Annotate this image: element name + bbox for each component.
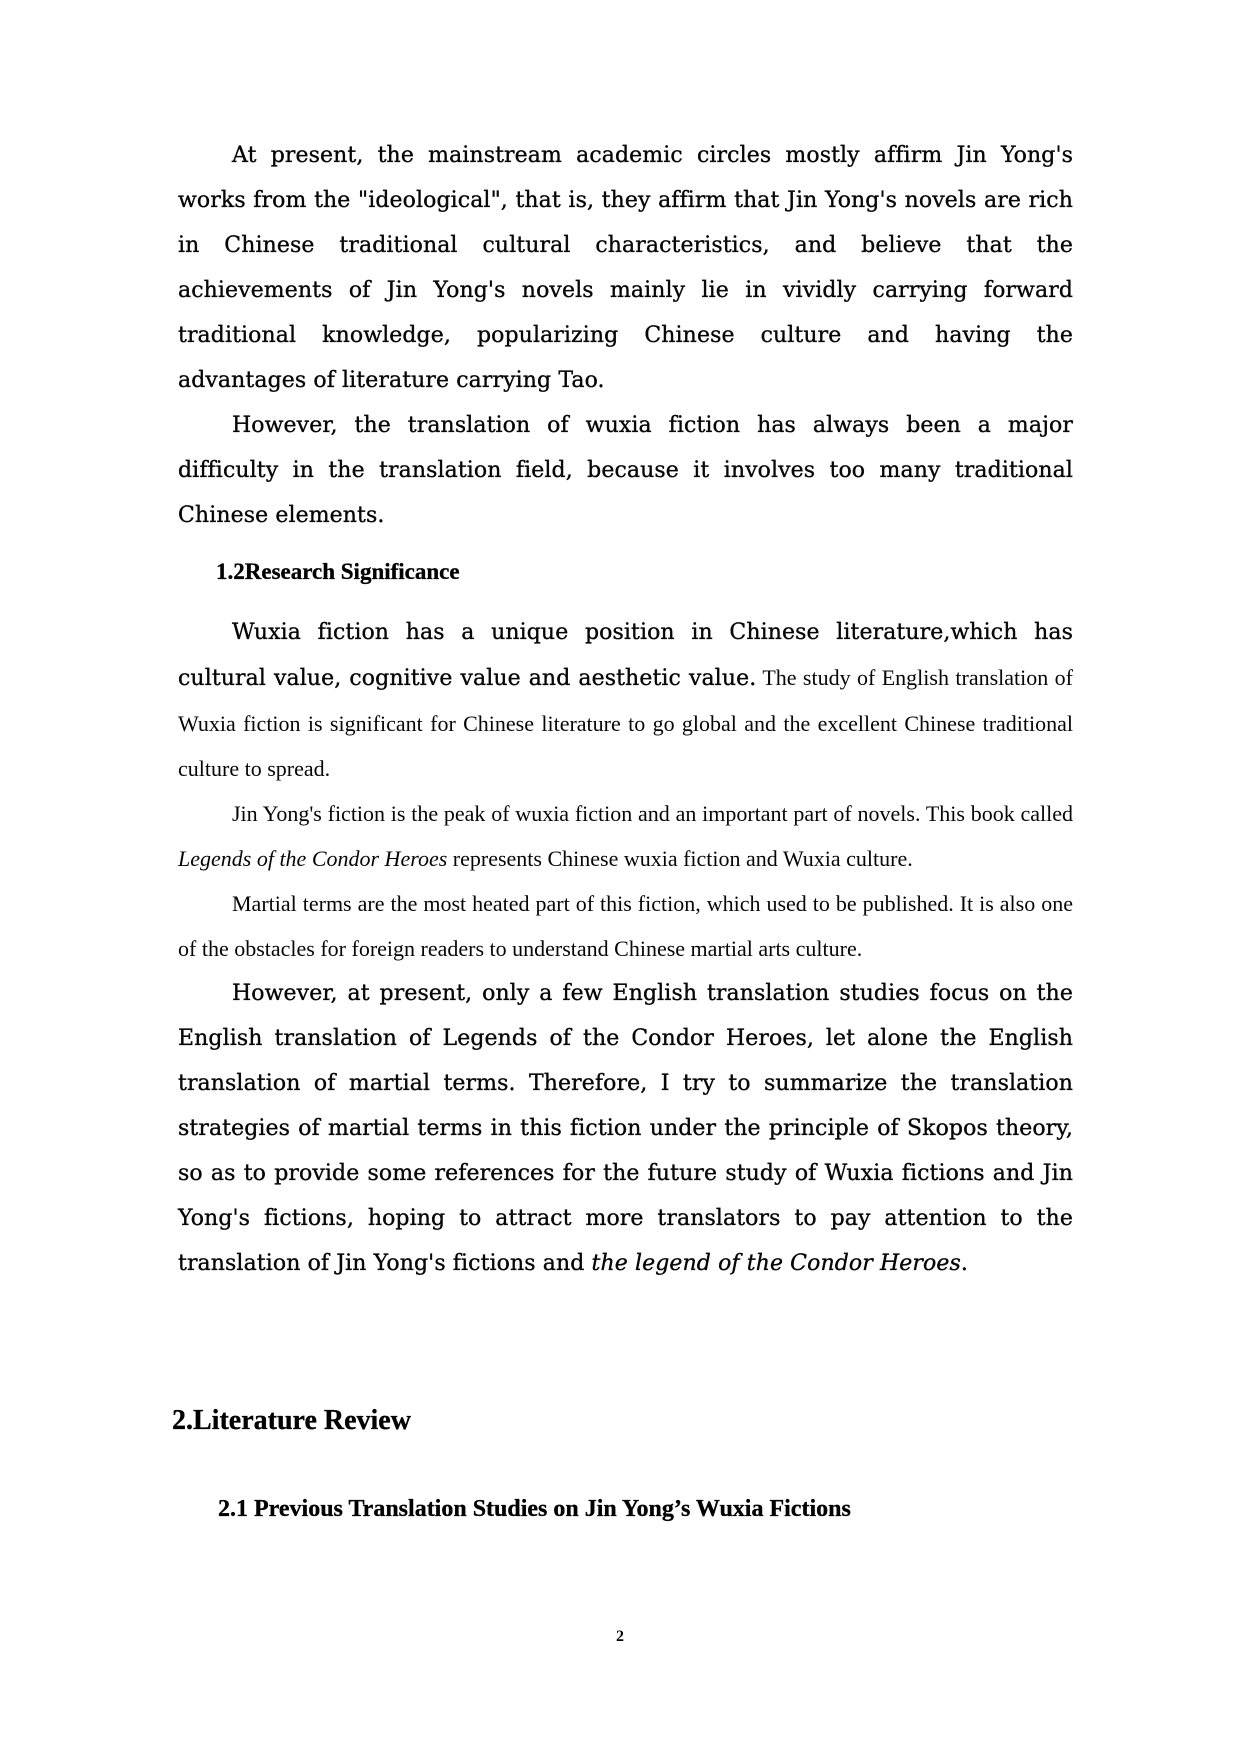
- book-title-legend-condor-heroes-italic: the legend of the Condor Heroes: [591, 1251, 961, 1276]
- paragraph-translation-difficulty: However, the translation of wuxia fiction has always been a major difficulty in the translation field, because it involves too many traditional Chinese elements.: [178, 413, 1073, 528]
- run-final-period: .: [960, 1251, 968, 1276]
- page-number: 2: [616, 1628, 624, 1645]
- run-after-book-title: represents Chinese wuxia fiction and Wuxia culture.: [447, 846, 913, 871]
- heading-previous-translation-studies: 2.1 Previous Translation Studies on Jin Yong’s Wuxia Fictions: [218, 1496, 851, 1522]
- heading-research-significance: 1.2Research Significance: [216, 559, 460, 584]
- run-research-gap-main: However, at present, only a few English translation studies focus on the English translation of Legends of the Condor Heroes, let alone the English translation of martial terms. Therefore, I try to summarize the translation strategies of martial terms in this fiction under the principle of Skopos theory, so as to provide some references for the future study of Wuxia fictions and Jin Yong's fictions, hoping to attract more translators to pay attention to the translation of Jin Yong's fictions and: [178, 981, 1073, 1276]
- paragraph-wuxia-position: [178, 609, 1073, 791]
- paragraph-jinyong-peak: [178, 791, 1073, 881]
- run-wuxia-values: Wuxia fiction has a unique position in Chinese literature,which has cultural value, cognitive value and aesthetic value.: [178, 620, 1073, 691]
- page-content: [172, 133, 1073, 1524]
- book-title-legends-condor-heroes: Legends of the Condor Heroes: [178, 846, 448, 871]
- paragraph-research-gap: [178, 971, 1073, 1286]
- paragraph-martial-terms: Martial terms are the most heated part of this fiction, which used to be published. It is also one of the obstacles for foreign readers to understand Chinese martial arts culture.: [178, 891, 1073, 961]
- run-study-significance: The study of English translation of Wuxia fiction is significant for Chinese literature to go global and the excellent Chinese traditional culture to spread.: [178, 665, 1073, 781]
- paragraph-academic-affirmation: At present, the mainstream academic circles mostly affirm Jin Yong's works from the "ideological", that is, they affirm that Jin Yong's novels are rich in Chinese traditional cultural characteristics, and believe that the achievements of Jin Yong's novels mainly lie in vividly carrying forward traditional knowledge, popularizing Chinese culture and having the advantages of literature carrying Tao.: [178, 143, 1073, 393]
- heading-literature-review: 2.Literature Review: [172, 1405, 411, 1436]
- run-before-book-title: Jin Yong's fiction is the peak of wuxia fiction and an important part of novels. This book called: [232, 801, 1073, 826]
